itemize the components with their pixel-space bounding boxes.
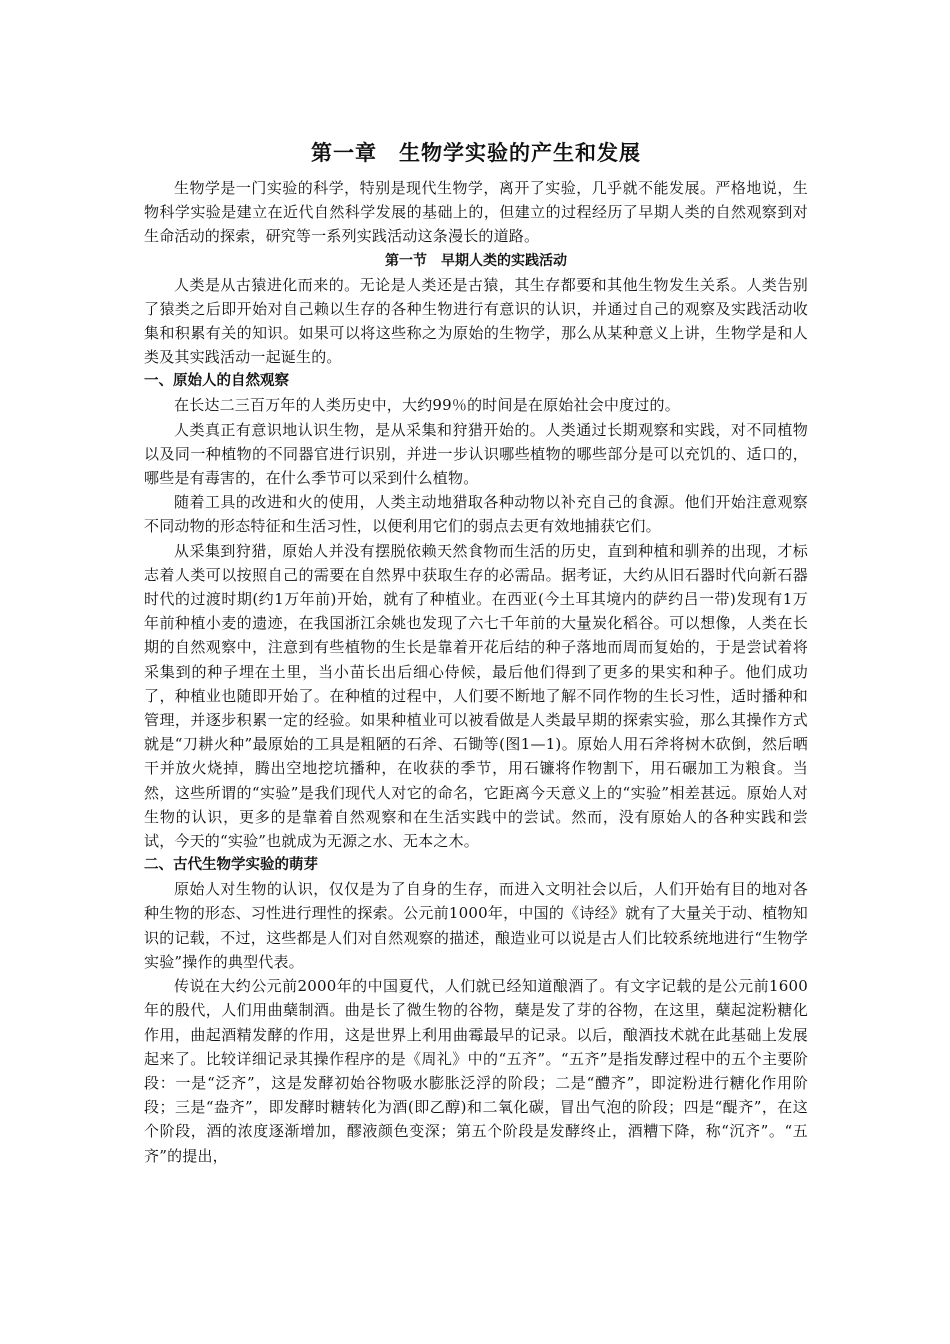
document-page — [144, 132, 808, 1168]
paragraph: 随着工具的改进和火的使用，人类主动地猎取各种动物以补充自己的食源。他们开始注意观察不同动物的形态特征和生活习性，以便利用它们的弱点去更有效地捕获它们。 — [144, 493, 808, 536]
paragraph: 在长达二三百万年的人类历史中，大约99％的时间是在原始社会中度过的。 — [174, 396, 680, 415]
paragraph: 从采集到狩猎，原始人并没有摆脱依赖天然食物而生活的历史，直到种植和驯养的出现，才标志着人类可以按照自己的需要在自然界中获取生存的必需品。据考证，大约从旧石器时代向新石器时代的过渡时期(约1万年前)开始，就有了种植业。在西亚(今土耳其境内的萨约吕一带)发现有1万年前种植小麦的遗迹，在我国浙江余姚也发现了六七千年前的大量炭化稻谷。可以想像，人类在长期的自然观察中，注意到有些植物的生长是靠着开花后结的种子落地而周而复始的，于是尝试着将采集到的种子埋在土里，当小苗长出后细心侍候，最后他们得到了更多的果实和种子。他们成功了，种植业也随即开始了。在种植的过程中，人们要不断地了解不同作物的生长习性，适时播种和管理，并逐步积累一定的经验。如果种植业可以被看做是人类最早期的探索实验，那么其操作方式就是“刀耕火种”最原始的工具是粗陋的石斧、石锄等(图1—1)。原始人用石斧将树木砍倒，然后晒干并放火烧掉，腾出空地挖坑播种，在收获的季节，用石镰将作物割下，用石碾加工为粮食。当然，这些所谓的“实验”是我们现代人对它的命名，它距离今天意义上的“实验”相差甚远。原始人对生物的认识，更多的是靠着自然观察和在生活实践中的尝试。然而，没有原始人的各种实践和尝试，今天的“实验”也就成为无源之水、无本之木。 — [144, 541, 808, 851]
paragraph: 传说在大约公元前2000年的中国夏代，人们就已经知道酿酒了。有文字记载的是公元前1600年的殷代，人们用曲蘖制酒。曲是长了微生物的谷物，蘖是发了芽的谷物，在这里，蘖起淀粉糖化作用，曲起酒精发酵的作用，这是世界上利用曲霉最早的记录。以后，酿酒技术就在此基础上发展起来了。比较详细记录其操作程序的是《周礼》中的“五齐”。“五齐”是指发酵过程中的五个主要阶段：一是“泛齐”，这是发酵初始谷物吸水膨胀泛浮的阶段；二是“醴齐”，即淀粉进行糖化作用阶段；三是“盎齐”，即发酵时糖转化为酒(即乙醇)和二氧化碳，冒出气泡的阶段；四是“醍齐”，在这个阶段，酒的浓度逐渐增加，醪液颜色变深；第五个阶段是发酵终止，酒糟下降，称“沉齐”。“五齐”的提出， — [144, 977, 808, 1165]
section-intro-paragraph: 人类是从古猿进化而来的。无论是人类还是古猿，其生存都要和其他生物发生关系。人类告别了猿类之后即开始对自己赖以生存的各种生物进行有意识的认识，并通过自己的观察及实践活动收集和积累有关的知识。如果可以将这些称之为原始的生物学，那么从某种意义上讲，生物学是和人类及其实践活动一起诞生的。 — [144, 275, 808, 367]
chapter-title: 第一章 生物学实验的产生和发展 — [311, 141, 641, 165]
paragraph: 原始人对生物的认识，仅仅是为了自身的生存，而进入文明社会以后，人们开始有目的地对各种生物的形态、习性进行理性的探索。公元前1000年，中国的《诗经》就有了大量关于动、植物知识的记载，不过，这些都是人们对自然观察的描述，酿造业可以说是古人们比较系统地进行“生物学实验”操作的典型代表。 — [144, 880, 808, 971]
heading-ancient-experiments: 二、古代生物学实验的萌芽 — [144, 857, 318, 874]
paragraph: 人类真正有意识地认识生物，是从采集和狩猎开始的。人类通过长期观察和实践，对不同植物以及同一种植物的不同器官进行识别，并进一步认识哪些植物的哪些部分是可以充饥的、适口的，哪些是有毒害的，在什么季节可以采到什么植物。 — [144, 420, 808, 488]
heading-primitive-observation: 一、原始人的自然观察 — [144, 373, 289, 390]
intro-paragraph: 生物学是一门实验的科学，特别是现代生物学，离开了实验，几乎就不能发展。严格地说，生物科学实验是建立在近代自然科学发展的基础上的，但建立的过程经历了早期人类的自然观察到对生命活动的探索，研究等一系列实践活动这条漫长的道路。 — [144, 179, 808, 246]
section-title: 第一节 早期人类的实践活动 — [385, 252, 567, 269]
